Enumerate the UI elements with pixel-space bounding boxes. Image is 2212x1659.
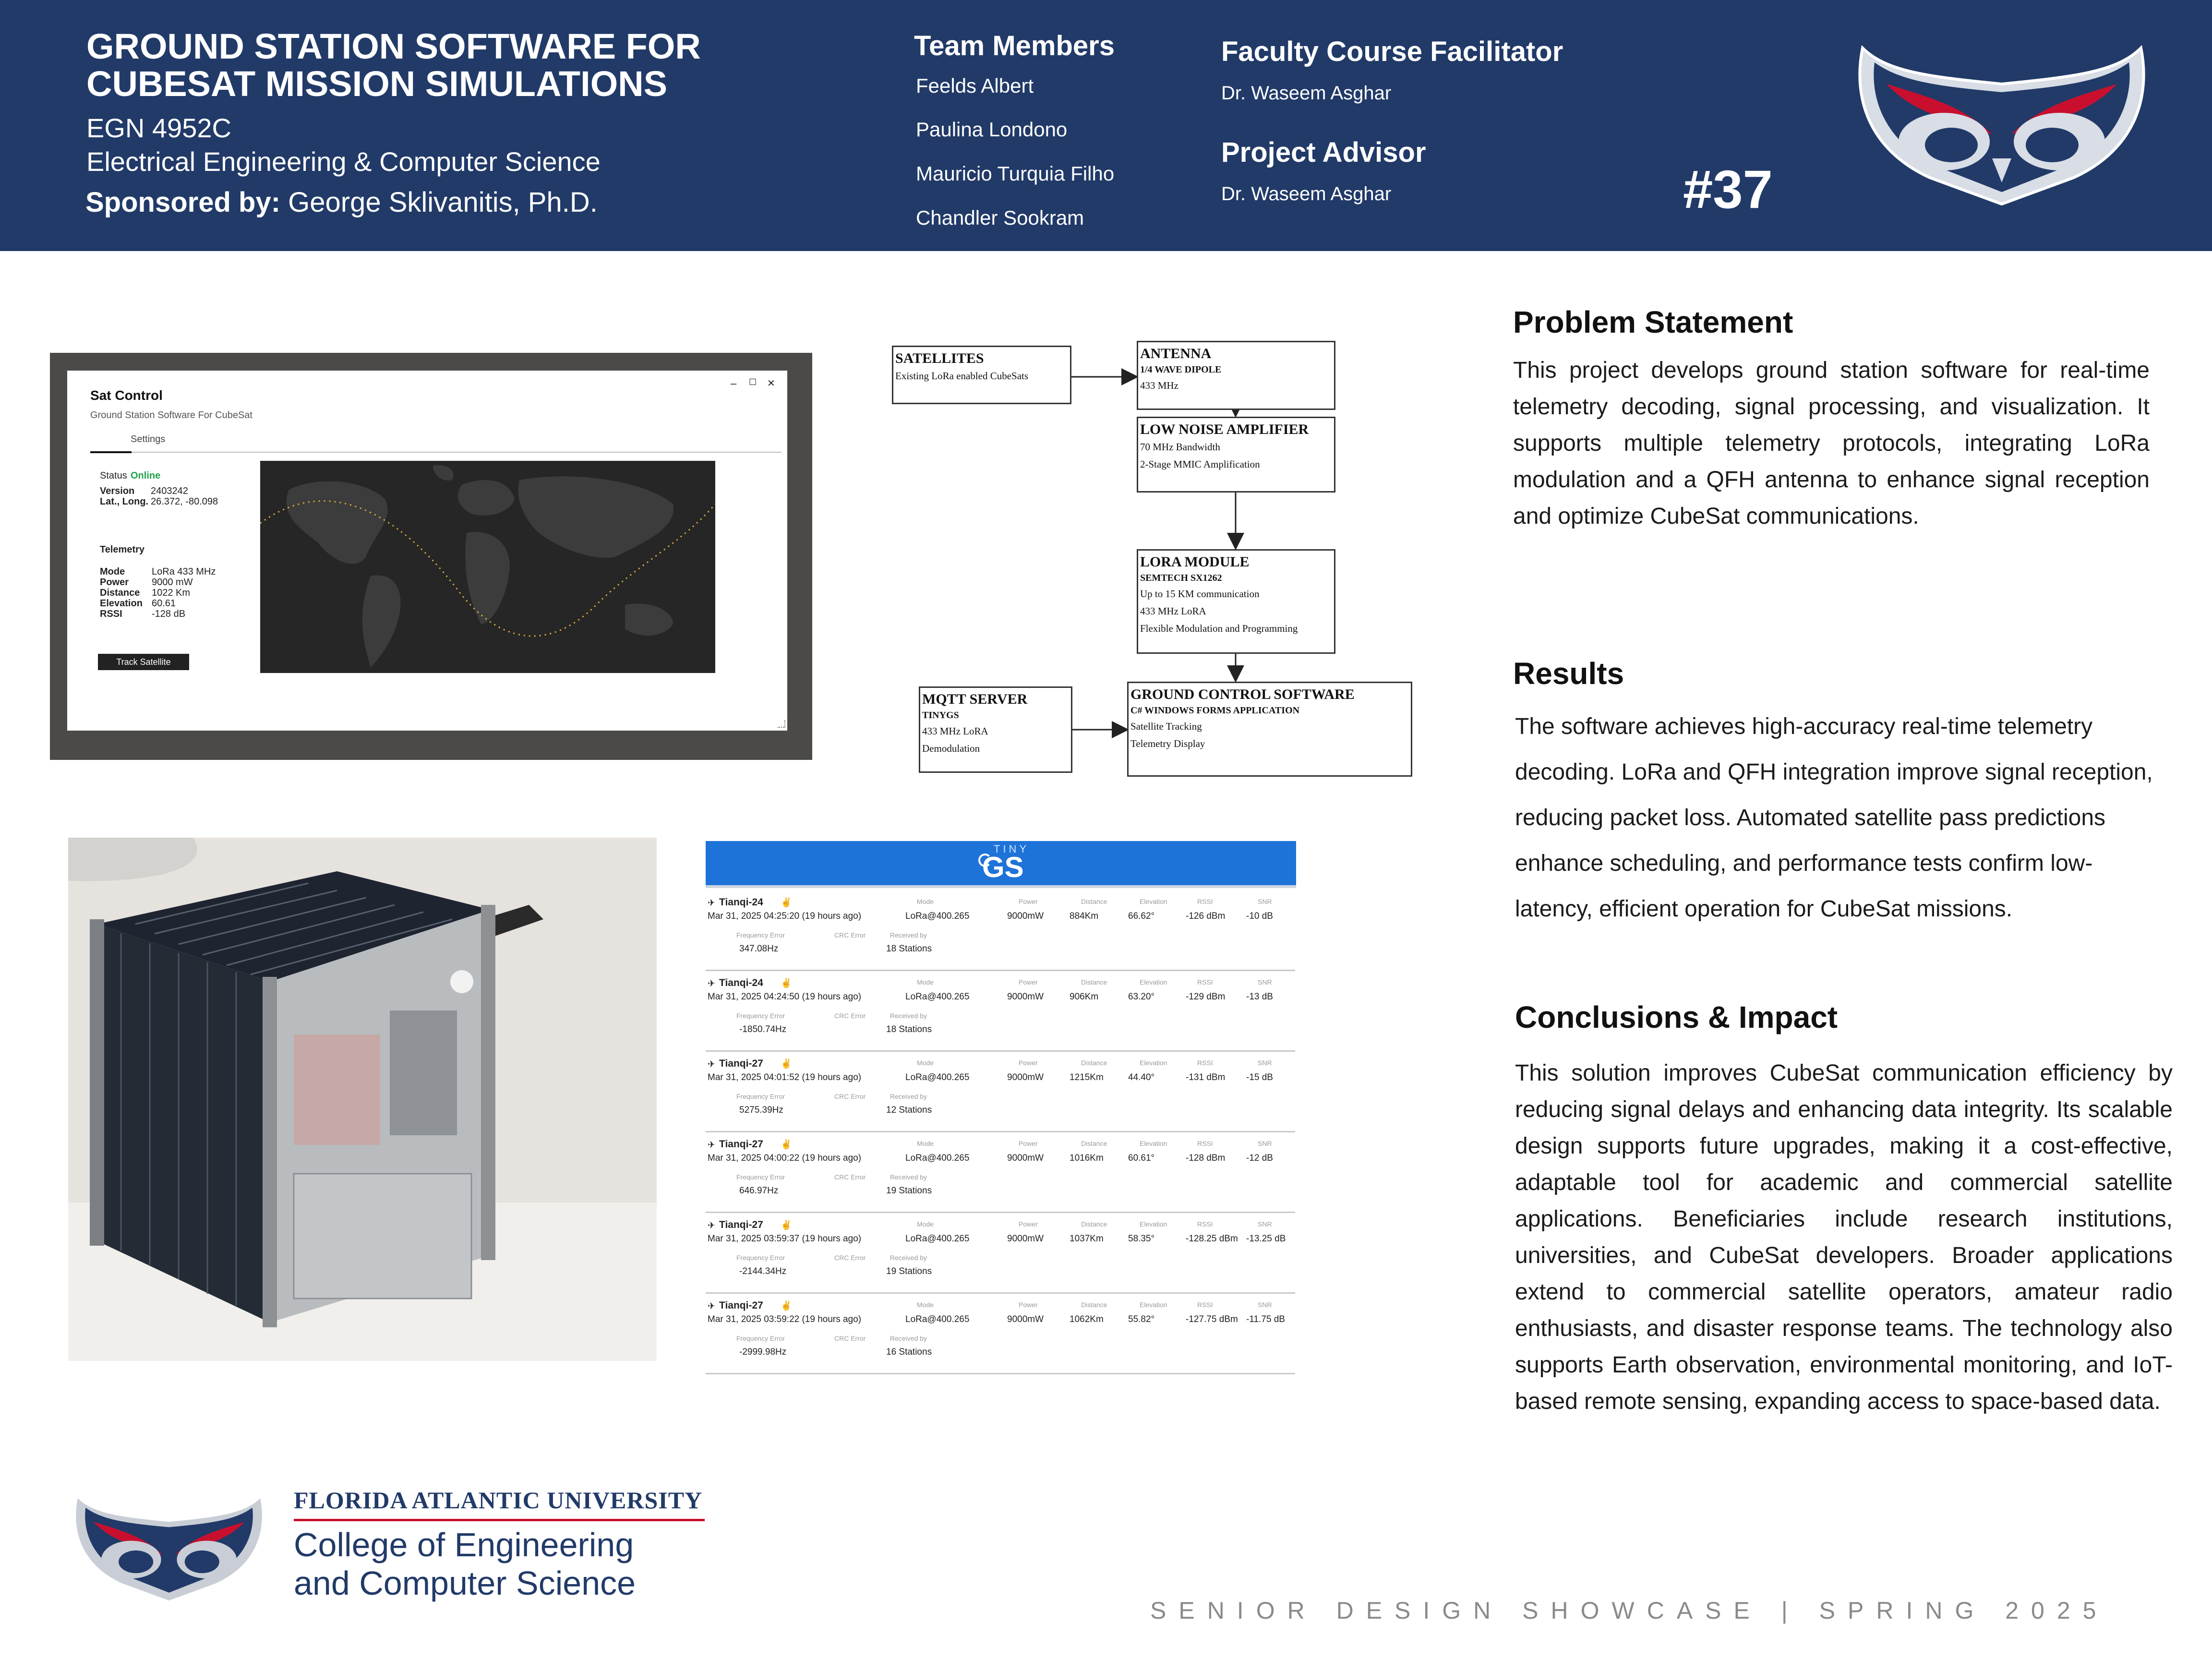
column-label: Frequency Error	[736, 1173, 785, 1181]
hand-icon: ✌	[781, 1301, 792, 1311]
packet-elevation: 66.62°	[1128, 911, 1155, 921]
owl-logo-icon	[68, 1492, 270, 1605]
university-name: FLORIDA ATLANTIC UNIVERSITY	[294, 1487, 703, 1514]
block-mqtt-server	[919, 686, 1072, 773]
packet-power: 9000mW	[1007, 992, 1044, 1002]
column-label: SNR	[1258, 1059, 1272, 1067]
column-label: SNR	[1258, 898, 1272, 905]
column-label: Frequency Error	[736, 1093, 785, 1100]
packet-row[interactable]	[706, 970, 1295, 1052]
column-label: CRC Error	[834, 931, 866, 939]
maximize-button[interactable]: ☐	[749, 377, 757, 387]
column-label: RSSI	[1197, 898, 1213, 905]
track-satellite-button[interactable]: Track Satellite	[98, 654, 189, 670]
column-label: SNR	[1258, 978, 1272, 986]
advisor-heading: Project Advisor	[1221, 137, 1426, 168]
tinygs-logo-main: GS	[982, 851, 1024, 883]
column-label: Elevation	[1140, 978, 1167, 986]
tab-indicator	[90, 451, 132, 453]
facilitator-heading: Faculty Course Facilitator	[1221, 36, 1563, 67]
block-subtitle: SEMTECH SX1262	[1140, 573, 1222, 583]
packet-power: 9000mW	[1007, 1234, 1044, 1244]
window-title: Sat Control	[90, 388, 163, 403]
college-line-2: and Computer Science	[294, 1564, 636, 1602]
column-label: Elevation	[1140, 1140, 1167, 1147]
satellite-icon: ✈	[708, 1059, 715, 1070]
column-label: Distance	[1081, 1220, 1107, 1228]
block-line: 433 MHz	[1140, 380, 1178, 391]
block-title: LORA MODULE	[1140, 554, 1250, 570]
column-label: Received by	[890, 1093, 927, 1100]
frequency-error: -2999.98Hz	[739, 1347, 787, 1357]
telemetry-label: Power	[100, 577, 129, 588]
packet-distance: 906Km	[1070, 992, 1099, 1002]
block-title: MQTT SERVER	[922, 691, 1028, 707]
column-label: Power	[1019, 978, 1038, 986]
satellite-name: Tianqi-24	[719, 977, 763, 988]
problem-text: This project develops ground station software for real-time telemetry decoding, signal processing, and visualization. It supports multiple telemetry protocols, integrating LoRa modulation and a QFH antenna to enhance signal reception and optimize CubeSat communications.	[1513, 358, 2150, 529]
column-label: Power	[1019, 1140, 1038, 1147]
column-label: CRC Error	[834, 1093, 866, 1100]
block-ground-control	[1127, 682, 1412, 777]
packet-row[interactable]	[706, 1050, 1295, 1132]
block-lora	[1137, 549, 1335, 654]
advisor-name: Dr. Waseem Asghar	[1221, 183, 1392, 204]
team-heading: Team Members	[914, 30, 1115, 61]
packet-power: 9000mW	[1007, 1153, 1044, 1163]
packet-mode: LoRa@400.265	[905, 1072, 970, 1082]
column-label: SNR	[1258, 1140, 1272, 1147]
version-label: Version	[100, 486, 135, 496]
satellite-name: Tianqi-27	[719, 1058, 763, 1069]
close-button[interactable]: ✕	[767, 378, 775, 389]
block-line: 433 MHz LoRA	[922, 725, 988, 737]
received-by: 12 Stations	[886, 1105, 932, 1115]
tab-settings[interactable]: Settings	[131, 434, 166, 445]
column-label: Distance	[1081, 1140, 1107, 1147]
column-label: SNR	[1258, 1301, 1272, 1309]
block-title: ANTENNA	[1140, 346, 1212, 361]
tinygs-divider	[706, 885, 1296, 888]
block-antenna	[1137, 341, 1335, 410]
packet-elevation: 63.20°	[1128, 992, 1155, 1002]
college-line-1: College of Engineering	[294, 1526, 634, 1563]
tinygs-logo-small: TINY	[994, 843, 1030, 855]
telemetry-value: 60.61	[152, 598, 176, 609]
block-title: SATELLITES	[895, 350, 984, 366]
column-label: Mode	[917, 898, 934, 905]
hand-icon: ✌	[781, 978, 792, 988]
packet-rssi: -128.25 dBm	[1186, 1234, 1238, 1244]
packet-rssi: -131 dBm	[1186, 1072, 1226, 1082]
block-subtitle: TINYGS	[922, 710, 959, 721]
packet-snr: -13.25 dB	[1246, 1234, 1286, 1244]
column-label: Distance	[1081, 978, 1107, 986]
packet-mode: LoRa@400.265	[905, 1314, 970, 1324]
telemetry-heading: Telemetry	[100, 544, 145, 555]
packet-elevation: 58.35°	[1128, 1234, 1155, 1244]
minimize-button[interactable]: –	[731, 377, 737, 389]
packet-elevation: 55.82°	[1128, 1314, 1155, 1324]
telemetry-label: Elevation	[100, 598, 143, 609]
column-label: Received by	[890, 1173, 927, 1181]
problem-heading: Problem Statement	[1513, 305, 1793, 339]
packet-power: 9000mW	[1007, 911, 1044, 921]
hand-icon: ✌	[781, 898, 792, 908]
satellite-icon	[978, 854, 992, 867]
packet-mode: LoRa@400.265	[905, 1234, 970, 1244]
column-label: Mode	[917, 1059, 934, 1067]
resize-grip-icon[interactable]	[778, 720, 785, 728]
column-label: RSSI	[1197, 1059, 1213, 1067]
college-name	[294, 1526, 636, 1602]
showcase-tagline: SENIOR DESIGN SHOWCASE | SPRING 2025	[1150, 1597, 2109, 1624]
conclusions-heading: Conclusions & Impact	[1515, 1000, 1838, 1034]
block-subtitle: C# WINDOWS FORMS APPLICATION	[1130, 705, 1300, 716]
block-line: Existing LoRa enabled CubeSats	[895, 370, 1029, 382]
footer-divider	[294, 1519, 705, 1521]
column-label: Received by	[890, 931, 927, 939]
packet-power: 9000mW	[1007, 1072, 1044, 1082]
telemetry-value: 1022 Km	[152, 588, 191, 598]
window-subtitle: Ground Station Software For CubeSat	[90, 410, 252, 421]
cubesat-photo	[68, 838, 657, 1361]
packet-distance: 1016Km	[1070, 1153, 1104, 1163]
column-label: Power	[1019, 1220, 1038, 1228]
block-satellites	[892, 346, 1071, 404]
telemetry-values	[152, 566, 216, 619]
block-title: GROUND CONTROL SOFTWARE	[1130, 686, 1355, 702]
column-label: CRC Error	[834, 1012, 866, 1020]
telemetry-labels	[100, 566, 143, 619]
packet-row[interactable]	[706, 1292, 1295, 1374]
block-line: Demodulation	[922, 743, 980, 754]
block-line: 2-Stage MMIC Amplification	[1140, 458, 1260, 470]
column-label: Elevation	[1140, 1059, 1167, 1067]
packet-row[interactable]	[706, 1212, 1295, 1294]
latlong-value: 26.372, -80.098	[151, 496, 218, 507]
column-label: Frequency Error	[736, 931, 785, 939]
block-line: Up to 15 KM communication	[1140, 588, 1260, 600]
received-by: 18 Stations	[886, 1024, 932, 1034]
frequency-error: 5275.39Hz	[739, 1105, 783, 1115]
satellite-name: Tianqi-27	[719, 1139, 763, 1150]
tab-divider	[132, 452, 781, 453]
results-text: The software achieves high-accuracy real-time telemetry decoding. LoRa and QFH integration improve signal reception, reducing packet loss. Automated satellite pass predictions enhance scheduling, and performance tests confirm low-latency, efficient operation for CubeSat missions.	[1515, 714, 2153, 922]
tinygs-banner	[706, 841, 1296, 885]
telemetry-label: Mode	[100, 566, 125, 577]
column-label: Power	[1019, 1301, 1038, 1309]
packet-rssi: -126 dBm	[1186, 911, 1226, 921]
satellite-name: Tianqi-24	[719, 897, 763, 908]
telemetry-value: 9000 mW	[152, 577, 193, 588]
column-label: RSSI	[1197, 1301, 1213, 1309]
course-code: EGN 4952C	[86, 113, 231, 143]
satellite-icon: ✈	[708, 898, 715, 908]
packet-distance: 1062Km	[1070, 1314, 1104, 1324]
satellite-icon: ✈	[708, 979, 715, 989]
packet-time: Mar 31, 2025 03:59:22 (19 hours ago)	[708, 1314, 862, 1324]
column-label: Mode	[917, 978, 934, 986]
block-title: LOW NOISE AMPLIFIER	[1140, 421, 1309, 437]
sat-control-window	[67, 371, 787, 731]
results-heading: Results	[1513, 656, 1624, 691]
project-number: #37	[1683, 159, 1773, 219]
frequency-error: 347.08Hz	[739, 944, 779, 954]
packet-elevation: 60.61°	[1128, 1153, 1155, 1163]
column-label: RSSI	[1197, 1220, 1213, 1228]
packet-elevation: 44.40°	[1128, 1072, 1155, 1082]
team-member: Mauricio Turquia Filho	[916, 162, 1115, 185]
satellite-icon: ✈	[708, 1301, 715, 1311]
received-by: 19 Stations	[886, 1266, 932, 1276]
packet-mode: LoRa@400.265	[905, 911, 970, 921]
packet-mode: LoRa@400.265	[905, 1153, 970, 1163]
telemetry-value: LoRa 433 MHz	[152, 566, 216, 577]
column-label: Mode	[917, 1220, 934, 1228]
telemetry-value: -128 dB	[152, 609, 186, 619]
column-label: SNR	[1258, 1220, 1272, 1228]
frequency-error: 646.97Hz	[739, 1186, 779, 1196]
sponsor-name: George Sklivanitis, Ph.D.	[288, 187, 598, 218]
packet-time: Mar 31, 2025 04:24:50 (19 hours ago)	[708, 992, 862, 1002]
column-label: RSSI	[1197, 1140, 1213, 1147]
sponsor-line	[85, 186, 598, 218]
team-member: Chandler Sookram	[916, 206, 1084, 229]
column-label: Received by	[890, 1334, 927, 1342]
column-label: Elevation	[1140, 1220, 1167, 1228]
column-label: Distance	[1081, 1059, 1107, 1067]
latlong-label: Lat., Long.	[100, 496, 149, 507]
sponsor-label: Sponsored by:	[85, 187, 281, 218]
hand-icon: ✌	[781, 1059, 792, 1069]
title-line-2: CUBESAT MISSION SIMULATIONS	[86, 64, 668, 104]
column-label: Distance	[1081, 898, 1107, 905]
telemetry-label: RSSI	[100, 609, 122, 619]
column-label: Elevation	[1140, 898, 1167, 905]
packet-distance: 1215Km	[1070, 1072, 1104, 1082]
packet-time: Mar 31, 2025 03:59:37 (19 hours ago)	[708, 1234, 862, 1244]
block-line: 433 MHz LoRA	[1140, 605, 1206, 617]
column-label: Received by	[890, 1254, 927, 1262]
department: Electrical Engineering & Computer Science	[86, 146, 601, 177]
received-by: 19 Stations	[886, 1186, 932, 1196]
column-label: Frequency Error	[736, 1254, 785, 1262]
column-label: RSSI	[1197, 978, 1213, 986]
column-label: Mode	[917, 1140, 934, 1147]
block-lna	[1137, 417, 1335, 493]
packet-snr: -15 dB	[1246, 1072, 1273, 1082]
packet-snr: -10 dB	[1246, 911, 1273, 921]
world-map-icon	[260, 461, 715, 673]
packet-snr: -11.75 dB	[1246, 1314, 1285, 1324]
hand-icon: ✌	[781, 1220, 792, 1230]
poster-title	[86, 28, 758, 103]
packet-snr: -13 dB	[1246, 992, 1273, 1002]
received-by: 18 Stations	[886, 944, 932, 954]
column-label: Mode	[917, 1301, 934, 1309]
satellite-icon: ✈	[708, 1221, 715, 1231]
hand-icon: ✌	[781, 1140, 792, 1150]
version-value: 2403242	[151, 486, 188, 496]
packet-distance: 884Km	[1070, 911, 1099, 921]
satellite-name: Tianqi-27	[719, 1219, 763, 1230]
block-line: Satellite Tracking	[1130, 721, 1202, 732]
packet-rssi: -127.75 dBm	[1186, 1314, 1238, 1324]
column-label: CRC Error	[834, 1173, 866, 1181]
packet-distance: 1037Km	[1070, 1234, 1104, 1244]
block-line: Flexible Modulation and Programming	[1140, 623, 1298, 634]
block-subtitle: 1/4 WAVE DIPOLE	[1140, 364, 1222, 375]
status-value: Online	[131, 470, 161, 481]
satellite-name: Tianqi-27	[719, 1300, 763, 1311]
packet-time: Mar 31, 2025 04:25:20 (19 hours ago)	[708, 911, 862, 921]
owl-logo-icon	[1848, 38, 2155, 211]
column-label: Frequency Error	[736, 1334, 785, 1342]
column-label: Power	[1019, 1059, 1038, 1067]
block-line: Telemetry Display	[1130, 738, 1205, 749]
block-line: 70 MHz Bandwidth	[1140, 441, 1220, 453]
facilitator-name: Dr. Waseem Asghar	[1221, 83, 1392, 104]
satellite-icon: ✈	[708, 1140, 715, 1150]
telemetry-label: Distance	[100, 588, 140, 598]
team-member: Feelds Albert	[916, 74, 1034, 97]
frequency-error: -1850.74Hz	[739, 1024, 787, 1034]
column-label: Elevation	[1140, 1301, 1167, 1309]
packet-row[interactable]	[706, 1131, 1295, 1213]
packet-row[interactable]	[706, 889, 1295, 971]
frequency-error: -2144.34Hz	[739, 1266, 787, 1276]
packet-mode: LoRa@400.265	[905, 992, 970, 1002]
packet-rssi: -129 dBm	[1186, 992, 1226, 1002]
column-label: Power	[1019, 898, 1038, 905]
column-label: CRC Error	[834, 1334, 866, 1342]
received-by: 16 Stations	[886, 1347, 932, 1357]
team-member: Paulina Londono	[916, 118, 1068, 141]
title-line-1: GROUND STATION SOFTWARE FOR	[86, 26, 701, 66]
column-label: Frequency Error	[736, 1012, 785, 1020]
packet-time: Mar 31, 2025 04:01:52 (19 hours ago)	[708, 1072, 862, 1082]
packet-snr: -12 dB	[1246, 1153, 1273, 1163]
column-label: Received by	[890, 1012, 927, 1020]
column-label: CRC Error	[834, 1254, 866, 1262]
packet-power: 9000mW	[1007, 1314, 1044, 1324]
column-label: Distance	[1081, 1301, 1107, 1309]
packet-time: Mar 31, 2025 04:00:22 (19 hours ago)	[708, 1153, 862, 1163]
status-label: Status	[100, 470, 127, 481]
conclusions-text: This solution improves CubeSat communication efficiency by reducing signal delays and enhancing data integrity. Its scalable design supports future upgrades, making it a cost-effective, adaptable tool for academic and commercial satellite applications. Beneficiaries include research institutions, universities, and CubeSat developers. Broader applications extend to commercial satellite operators, amateur radio enthusiasts, and disaster response teams. The technology also supports Earth observation, environmental monitoring, and IoT-based remote sensing, expanding access to space-based data.	[1515, 1060, 2173, 1414]
packet-rssi: -128 dBm	[1186, 1153, 1226, 1163]
